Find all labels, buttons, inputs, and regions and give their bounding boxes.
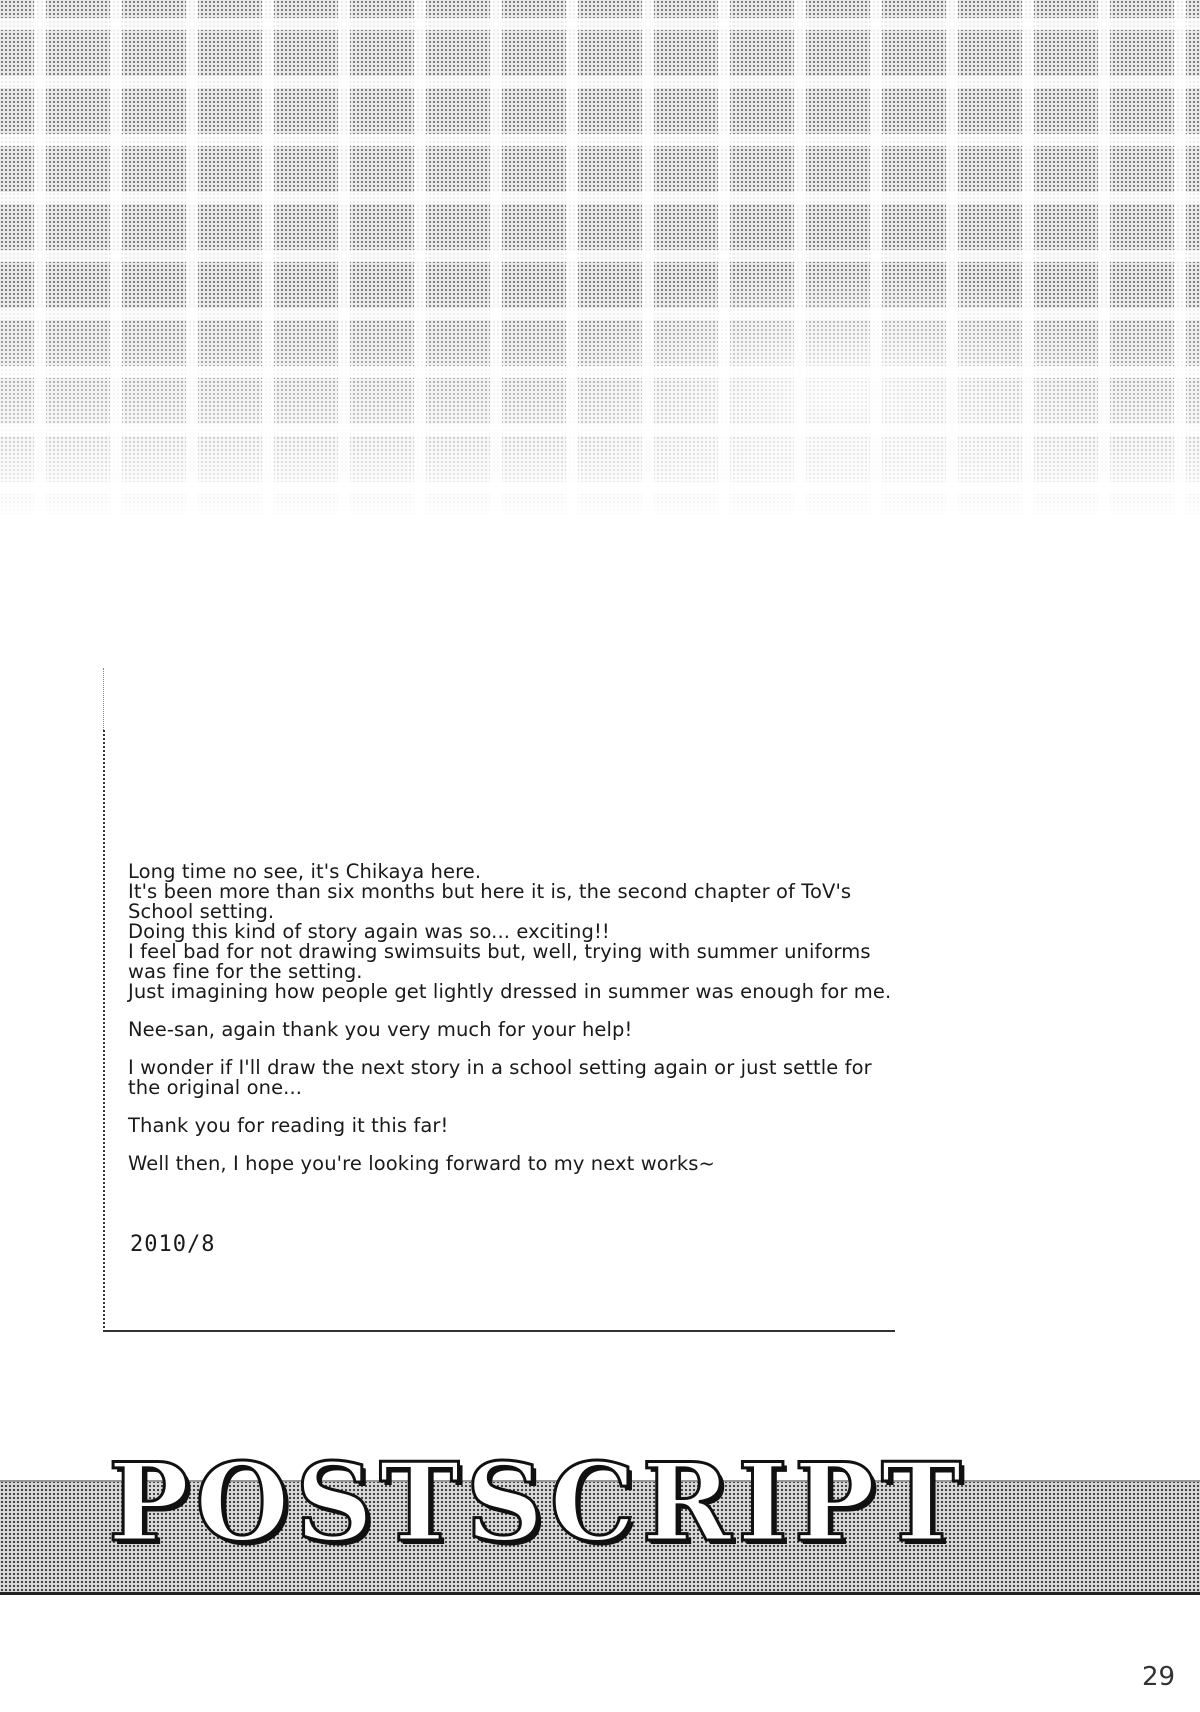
note-paragraph-5 [128, 1154, 908, 1174]
note-line: Just imagining how people get lightly dressed in summer was enough for me. [128, 980, 892, 1003]
postscript-note [128, 862, 908, 1192]
note-paragraph-3 [128, 1058, 908, 1098]
page-title: POSTSCRIPT [108, 1440, 968, 1566]
note-paragraph-2 [128, 1020, 908, 1040]
note-paragraph-1 [128, 862, 908, 1002]
note-line: School setting. [128, 900, 275, 923]
note-line: I feel bad for not drawing swimsuits but, well, trying with summer uniforms [128, 940, 871, 963]
note-line: I wonder if I'll draw the next story in a school setting again or just settle for [128, 1056, 872, 1079]
note-line: Doing this kind of story again was so... exciting!! [128, 920, 610, 943]
background-highlight [560, 260, 1120, 520]
note-line: It's been more than six months but here it is, the second chapter of ToV's [128, 880, 852, 903]
note-line: Thank you for reading it this far! [128, 1114, 449, 1137]
note-line: Nee-san, again thank you very much for your help! [128, 1018, 633, 1041]
title-band-bottom-rule [0, 1592, 1200, 1595]
page-number: 29 [1142, 1662, 1176, 1692]
note-line: Long time no see, it's Chikaya here. [128, 860, 482, 883]
note-paragraph-4 [128, 1116, 908, 1136]
note-line: was fine for the setting. [128, 960, 363, 983]
note-line: the original one... [128, 1076, 303, 1099]
note-date: 2010/8 [130, 1232, 216, 1257]
note-line: Well then, I hope you're looking forward to my next works~ [128, 1152, 715, 1175]
